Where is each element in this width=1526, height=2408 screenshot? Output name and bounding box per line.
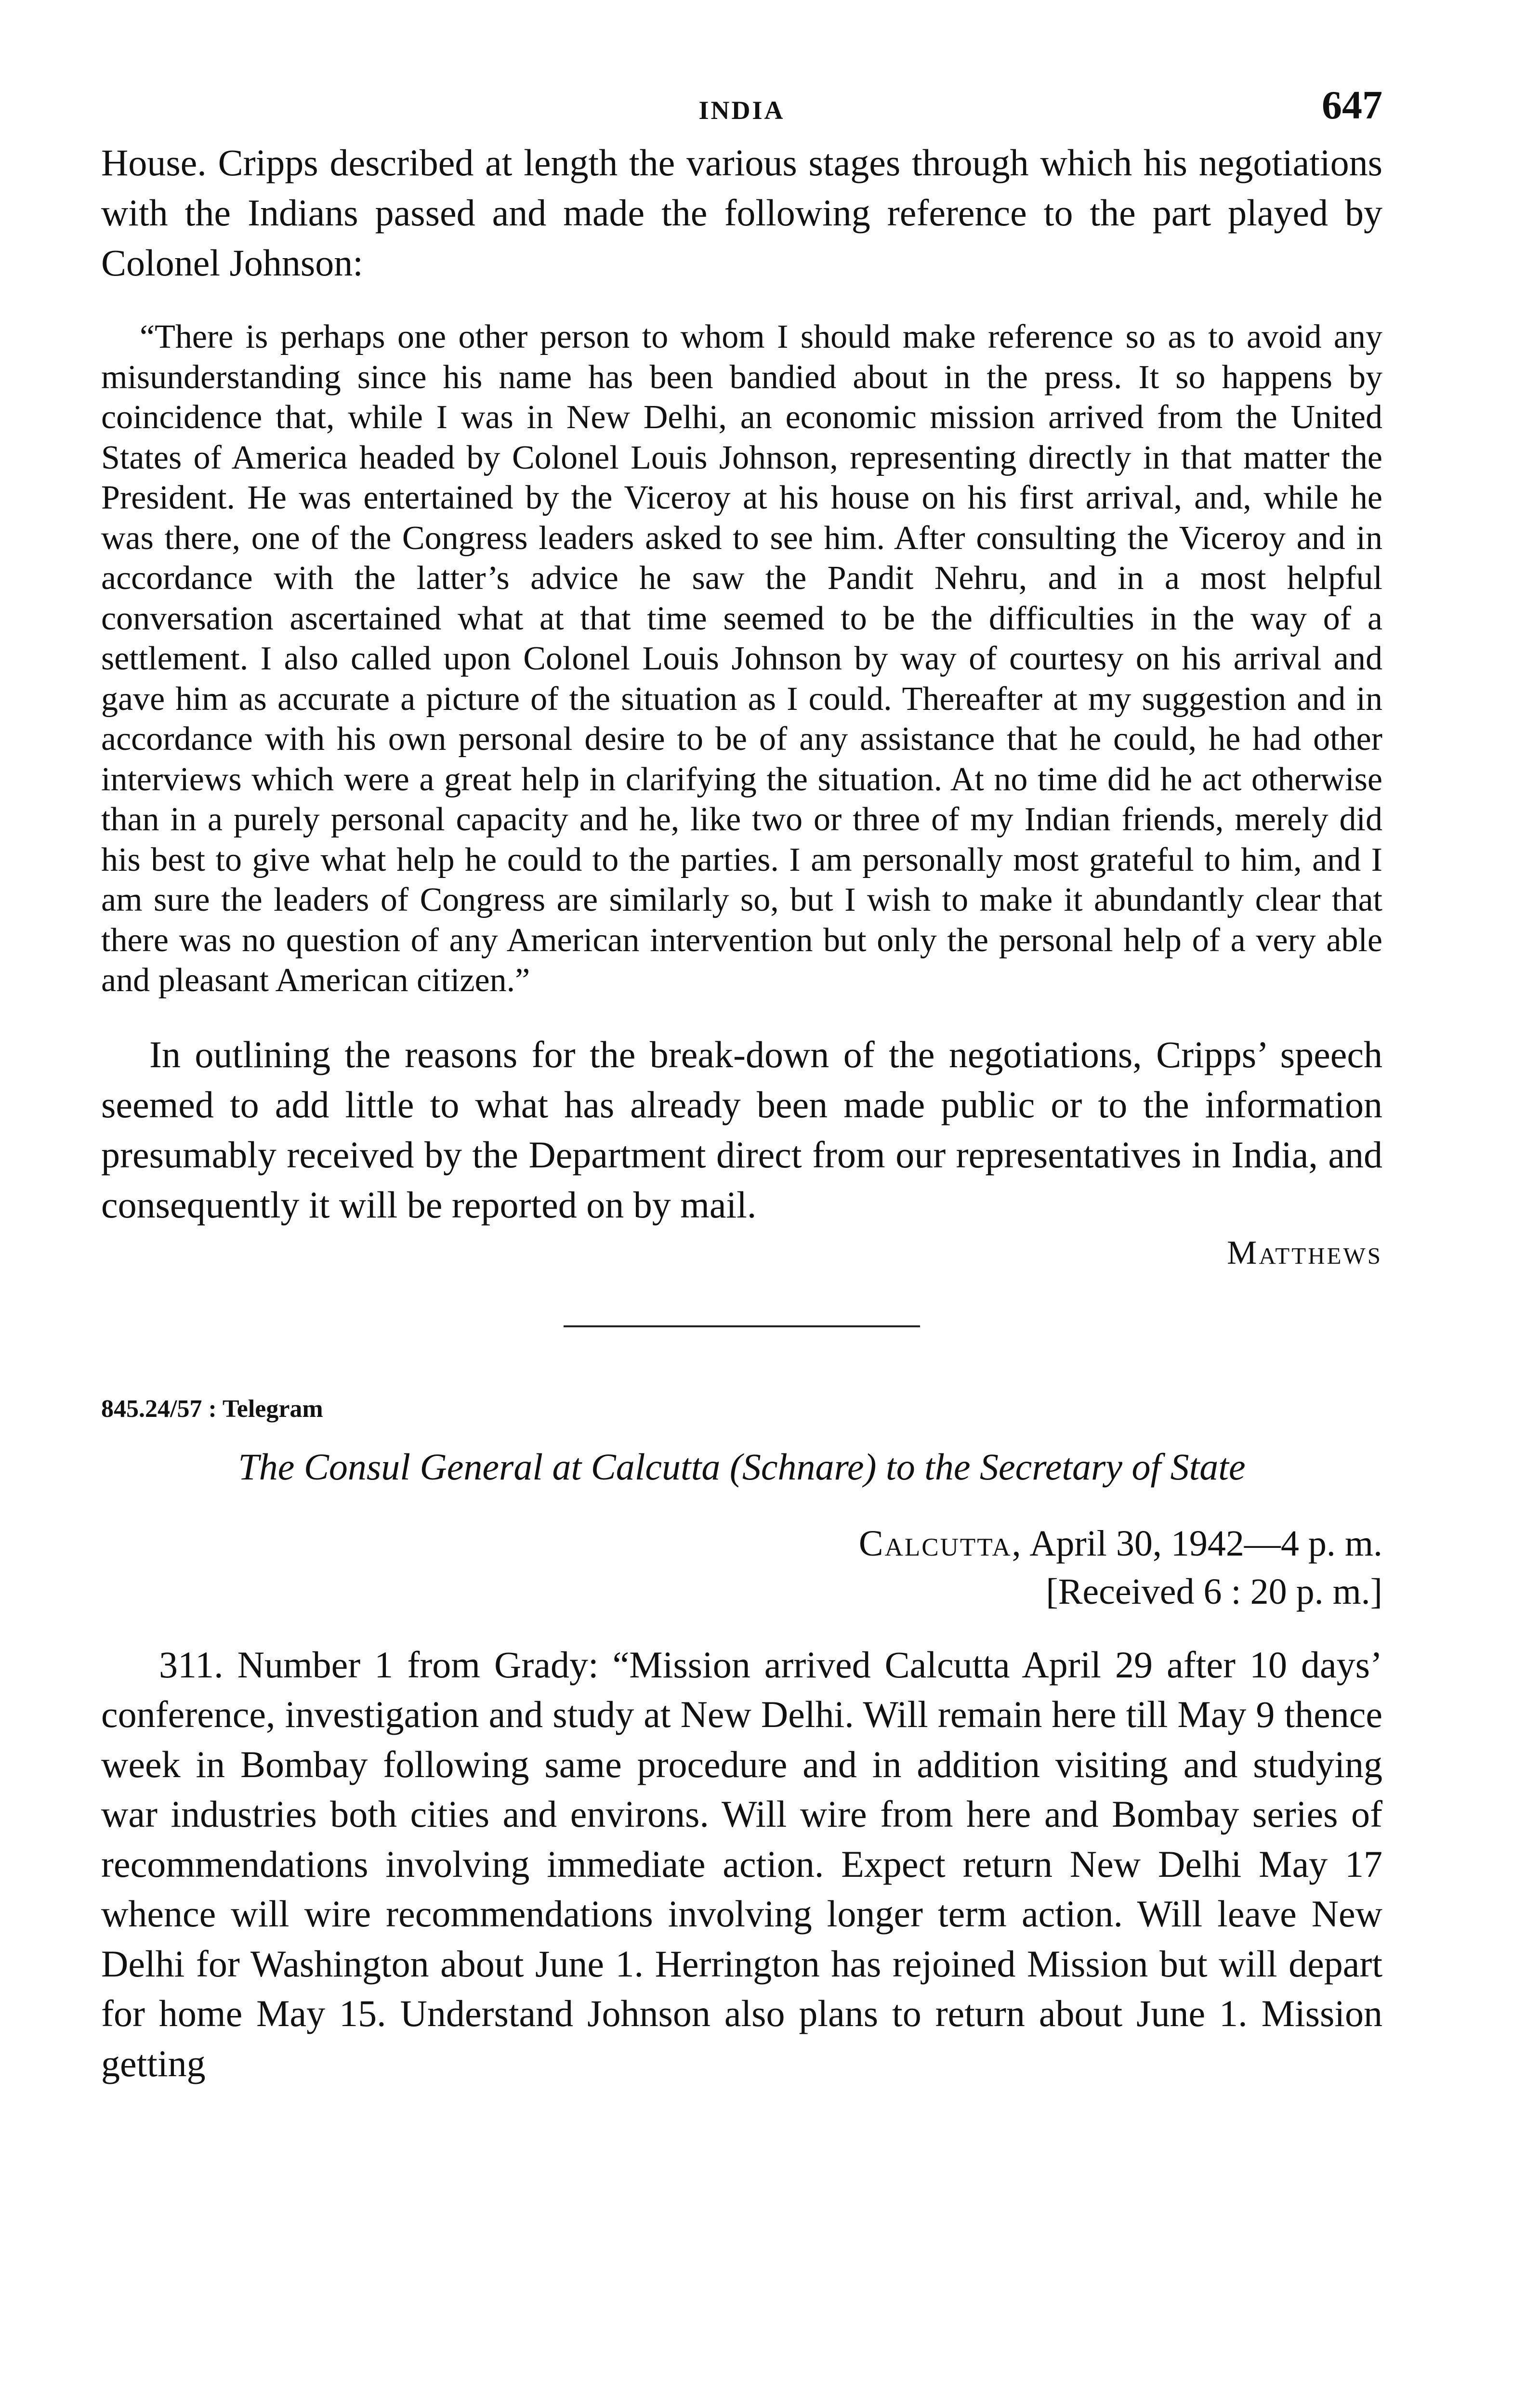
running-header [101, 72, 1382, 130]
document-title: The Consul General at Calcutta (Schnare) to the Secretary of State [238, 1445, 1246, 1488]
dateline [101, 1519, 1382, 1568]
file-number: 845.24/57 : Telegram [101, 1395, 323, 1423]
document-page [101, 72, 1382, 2088]
page-number: 647 [1322, 83, 1382, 128]
signature: Matthews [1227, 1234, 1382, 1271]
outline-paragraph: In outlining the reasons for the break-down of the negotiations, Cripps’ speech seemed to add little to what has already been made public or to the information presumably received by the Department direct from our representatives in India, and consequently it will be reported on by mail. [101, 1033, 1382, 1226]
running-title: INDIA [698, 96, 785, 125]
cripps-quotation: “There is perhaps one other person to whom I should make reference so as to avoid any misunderstanding since his name has been bandied about in the press. It so happens by coincidence that, while I was in New Delhi, an economic mission arrived from the United States of America headed by Colonel Louis Johnson, representing directly in that matter the President. He was entertained by the Viceroy at his house on his first arrival, and, while he was there, one of the Congress leaders asked to see him. After consulting the Viceroy and in accordance with the latter’s advice he saw the Pandit Nehru, and in a most helpful conversation ascertained what at that time seemed to be the difficulties in the way of a settlement. I also called upon Colonel Louis Johnson by way of courtesy on his arrival and gave him as accurate a picture of the situation as I could. Thereafter at my suggestion and in accordance with his own personal desire to be of any assistance that he could, he had other interviews which were a great help in clarifying the situation. At no time did he act otherwise than in a purely personal capacity and he, like two or three of my Indian friends, merely did his best to give what help he could to the parties. I am personally most grateful to him, and I am sure the leaders of Congress are similarly so, but I wish to make it abundantly clear that there was no question of any American intervention but only the personal help of a very able and pleasant American citizen.” [101, 318, 1382, 999]
received-line: [Received 6 : 20 p. m.] [1046, 1571, 1382, 1612]
opening-paragraph: House. Cripps described at length the various stages through which his negotiations with the Indians passed and made the following reference to the part played by Colonel Johnson: [101, 142, 1382, 284]
dateline-date: April 30, 1942—4 p. m. [1029, 1523, 1382, 1564]
dateline-place: Calcutta, [858, 1523, 1023, 1564]
section-divider [564, 1325, 920, 1327]
telegram-body: 311. Number 1 from Grady: “Mission arrived Calcutta April 29 after 10 days’ conference, investigation and study at New Delhi. Will remain here till May 9 thence week in Bombay following same procedure and in addition visiting and studying war industries both cities and environs. Will wire from here and Bombay series of recommendations involving immediate action. Expect return New Delhi May 17 whence will wire recommendations involving longer term action. Will leave New Delhi for Washington about June 1. Herrington has rejoined Mission but will depart for home May 15. Understand Johnson also plans to return about June 1. Mission getting [101, 1643, 1382, 2084]
